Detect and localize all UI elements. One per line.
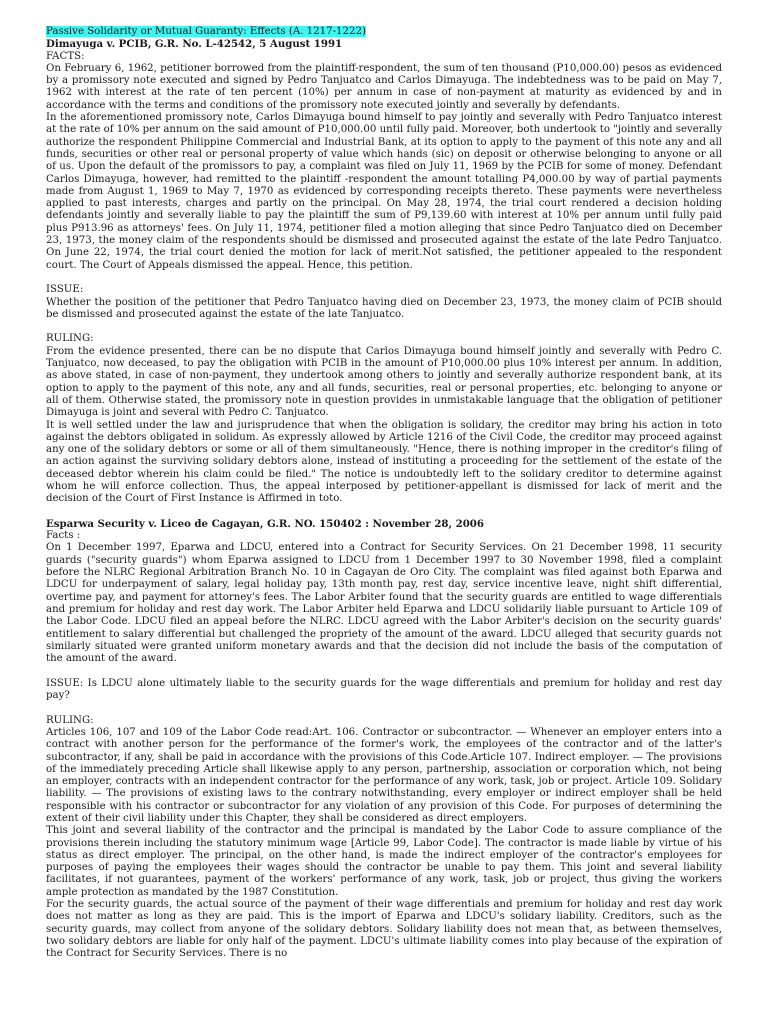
case2-facts-label: Facts :: [46, 530, 81, 542]
case1-ruling-paragraph-1: From the evidence presented, there can be no dispute that Carlos Dimayuga bound himself jointly and severally with Pedro C. Tanjuatco, now deceased, to pay the obligation with PCIB in the amount of P10,000.00 plus 10% interest per annum. In addition, as above stated, in case of non-payment, they undertook among others to jointly and severally authorize respondent bank, at its option to apply to the payment of this note, any and all funds, securities, real or personal properties, etc. belonging to anyone or all of them. Otherwise stated, the promissory note in question provides in unmistakable language that the obligation of petitioner Dimayuga is joint and several with Pedro C. Tanjuatco.: [46, 345, 722, 419]
spacer: [46, 702, 722, 714]
case2-ruling-paragraph-1: Articles 106, 107 and 109 of the Labor Code read:Art. 106. Contractor or subcontractor. — Whenever an employer enters into a contract with another person for the performance of the former's work, the employees of the contractor and of the latter's subcontractor, if any, shall be paid in accordance with the provisions of this Code.Article 107. Indirect employer. — The provisions of the immediately preceding Article shall likewise apply to any person, partnership, association or corporation which, not being an employer, contracts with an independent contractor for the performance of any work, task, job or project. Article 109. Solidary liability. — The provisions of existing laws to the contrary notwithstanding, every employer or indirect employer shall be held responsible with his contractor or subcontractor for any violation of any provision of this Code. For purposes of determining the extent of their civil liability under this Chapter, they shall be considered as direct employers.: [46, 726, 722, 824]
spacer: [46, 506, 722, 518]
section-heading: [46, 26, 722, 38]
case2-ruling-paragraph-2: This joint and several liability of the contractor and the principal is mandated by the Labor Code to assure compliance of the provisions therein including the statutory minimum wage [Article 99, Labor Code]. The contractor is made liable by virtue of his status as direct employer. The principal, on the other hand, is made the indirect employer of the contractor's employees for purposes of paying the employees their wages should the contractor be unable to pay them. This joint and several liability facilitates, if not guarantees, payment of the workers' performance of any work, task, job or project, thus giving the workers ample protection as mandated by the 1987 Constitution.: [46, 825, 722, 898]
case1-issue-text: Whether the position of the petitioner that Pedro Tanjuatco having died on December 23, 1973, the money claim of PCIB should be dismissed and prosecuted against the estate of the late Tanjuatco.: [46, 296, 722, 320]
case1-ruling-label: RULING:: [46, 333, 94, 345]
case1-issue-label: ISSUE:: [46, 284, 84, 296]
case2-ruling-label: RULING:: [46, 714, 94, 726]
case1-facts-paragraph-2: In the aforementioned promissory note, Carlos Dimayuga bound himself to pay jointly and severally with Pedro Tanjuatco interest at the rate of 10% per annum on the said amount of P10,000.00 until fully paid. Moreover, both undertook to "jointly and severally authorize the respondent Philippine Commercial and Industrial Bank, at its option to apply to the payment of this note any and all funds, securities or other real or personal property of value which hands (sic) on deposit or otherwise belonging to anyone or all of us. Upon the default of the promissors to pay, a complaint was filed on July 11, 1969 by the PCIB for some of money. Defendant Carlos Dimayuga, however, had remitted to the plaintiff -respondent the amount totalling P4,000.00 by way of partial payments made from August 1, 1969 to May 7, 1970 as evidenced by corresponding receipts thereto. These payments were nevertheless applied to past interests, charges and partly on the principal. On May 28, 1974, the trial court rendered a decision holding defendants jointly and severally liable to pay the plaintiff the sum of P9,139.60 with interest at 10% per annum until fully paid plus P913.96 as attorneys' fees. On July 11, 1974, petitioner filed a motion alleging that since Pedro Tanjuatco died on December 23, 1973, the money claim of the respondents should be dismissed and prosecuted against the estate of the late Pedro Tanjuatco. On June 22, 1974, the trial court denied the motion for lack of merit.Not satisfied, the petitioner appealed to the respondent court. The Court of Appeals dismissed the appeal. Hence, this petition.: [46, 112, 722, 271]
case1-ruling-paragraph-2: It is well settled under the law and jurisprudence that when the obligation is solidary, the creditor may bring his action in toto against the debtors obligated in solidum. As expressly allowed by Article 1216 of the Civil Code, the creditor may proceed against any one of the solidary debtors or some or all of them simultaneously. "Hence, there is nothing improper in the creditor's filing of an action against the surviving solidary debtors alone, instead of instituting a proceeding for the settlement of the estate of the deceased debtor wherein his claim could be filed." The notice is undoubtedly left to the solidary creditor to determine against whom he will enforce collection. Thus, the appeal interposed by petitioner-appellant is dismissed for lack of merit and the decision of the Court of First Instance is Affirmed in toto.: [46, 419, 722, 505]
spacer: [46, 665, 722, 677]
case2-facts-paragraph: On 1 December 1997, Eparwa and LDCU, entered into a Contract for Security Services. On 21 December 1998, 11 security guards ("security guards") whom Eparwa assigned to LDCU from 1 December 1997 to 30 November 1998, filed a complaint before the NLRC Regional Arbitration Branch No. 10 in Cagayan de Oro City. The complaint was filed against both Eparwa and LDCU for underpayment of salary, legal holiday pay, 13th month pay, rest day, service incentive leave, night shift differential, overtime pay, and payment for attorney's fees. The Labor Arbiter found that the security guards are entitled to wage differentials and premium for holiday and rest day work. The Labor Arbiter held Eparwa and LDCU solidarily liable pursuant to Article 109 of the Labor Code. LDCU filed an appeal before the NLRC. LDCU agreed with the Labor Arbiter's decision on the security guards' entitlement to salary differential but challenged the propriety of the amount of the award. LDCU alleged that security guards not similarly situated were granted uniform monetary awards and that the decision did not include the basis of the computation of the amount of the award.: [46, 542, 722, 665]
section-heading-text: Passive Solidarity or Mutual Guaranty: Effects (A. 1217-1222): [46, 26, 366, 37]
spacer: [46, 321, 722, 333]
case1-title: Dimayuga v. PCIB, G.R. No. L-42542, 5 August 1991: [46, 38, 343, 51]
spacer: [46, 272, 722, 284]
case1-facts-paragraph-1: On February 6, 1962, petitioner borrowed from the plaintiff-respondent, the sum of ten thousand (P10,000.00) pesos as evidenced by a promissory note executed and signed by Pedro Tanjuatco and Carlos Dimayuga. The indebtedness was to be paid on May 7, 1962 with interest at the rate of ten percent (10%) per annum in case of non-payment at maturity as evidenced by and in accordance with the terms and conditions of the promissory note executed jointly and severally by defendants.: [46, 62, 722, 111]
case2-issue: ISSUE: Is LDCU alone ultimately liable to the security guards for the wage differentials and premium for holiday and rest day pay?: [46, 677, 722, 702]
case2-title: Esparwa Security v. Liceo de Cagayan, G.R. NO. 150402 : November 28, 2006: [46, 517, 484, 530]
case2-ruling-paragraph-3: For the security guards, the actual source of the payment of their wage differentials and premium for holiday and rest day work does not matter as long as they are paid. This is the import of Eparwa and LDCU's solidary liability. Creditors, such as the security guards, may collect from anyone of the solidary debtors. Solidary liability does not mean that, as between themselves, two solidary debtors are liable for only half of the payment. LDCU's ultimate liability comes into play because of the expiration of the Contract for Security Services. There is no: [46, 899, 722, 960]
case1-facts-label: FACTS:: [46, 50, 85, 62]
